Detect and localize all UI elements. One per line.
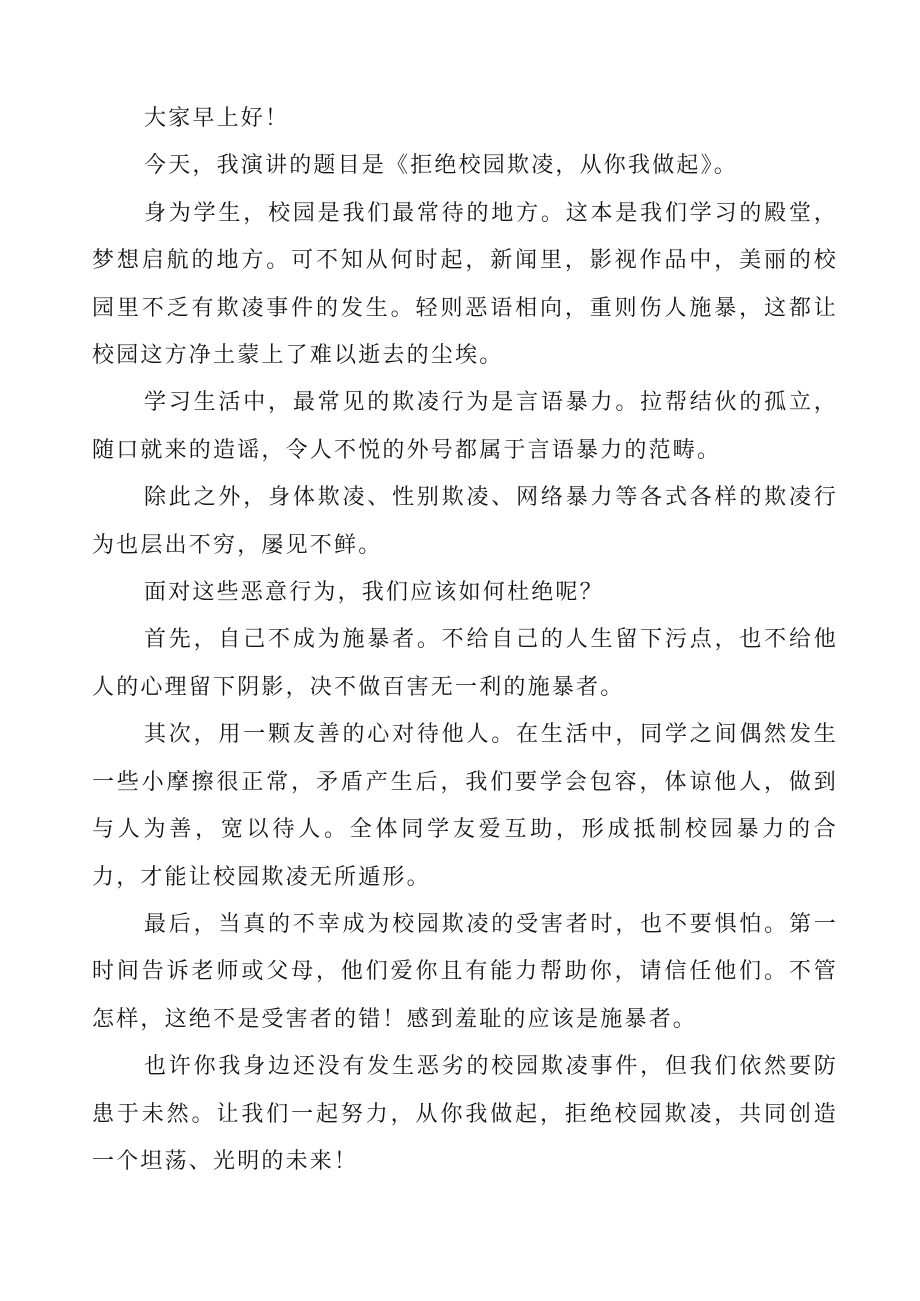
speech-body (92, 95, 838, 1185)
paragraph-last: 最后，当真的不幸成为校园欺凌的受害者时，也不要惧怕。第一时间告诉老师或父母，他们爱你且有能力帮助你，请信任他们。不管怎样，这绝不是受害者的错！感到羞耻的应该是施暴者。 (92, 911, 838, 1032)
paragraph-topic: 今天，我演讲的题目是《拒绝校园欺凌，从你我做起》。 (144, 153, 739, 179)
paragraph-greeting: 大家早上好！ (144, 106, 290, 131)
paragraph-first: 首先，自己不成为施暴者。不给自己的人生留下污点，也不给他人的心理留下阴影，决不做百害无一利的施暴者。 (92, 627, 838, 700)
paragraph-other-bullying: 除此之外，身体欺凌、性别欺凌、网络暴力等各式各样的欺凌行为也层出不穷，屡见不鲜。 (92, 485, 838, 558)
paragraph-verbal-violence: 学习生活中，最常见的欺凌行为是言语暴力。拉帮结伙的孤立，随口就来的造谣，令人不悦的外号都属于言语暴力的范畴。 (92, 390, 838, 463)
paragraph-question: 面对这些恶意行为，我们应该如何杜绝呢？ (144, 580, 604, 606)
paragraph-campus: 身为学生，校园是我们最常待的地方。这本是我们学习的殿堂，梦想启航的地方。可不知从何时起，新闻里，影视作品中，美丽的校园里不乏有欺凌事件的发生。轻则恶语相向，重则伤人施暴，这都让校园这方净土蒙上了难以逝去的尘埃。 (92, 200, 838, 369)
paragraph-second: 其次，用一颗友善的心对待他人。在生活中，同学之间偶然发生一些小摩擦很正常，矛盾产生后，我们要学会包容，体谅他人，做到与人为善，宽以待人。全体同学友爱互助，形成抵制校园暴力的合力，才能让校园欺凌无所遁形。 (92, 722, 838, 890)
paragraph-conclusion: 也许你我身边还没有发生恶劣的校园欺凌事件，但我们依然要防患于未然。让我们一起努力，从你我做起，拒绝校园欺凌，共同创造一个坦荡、光明的未来！ (92, 1054, 838, 1174)
